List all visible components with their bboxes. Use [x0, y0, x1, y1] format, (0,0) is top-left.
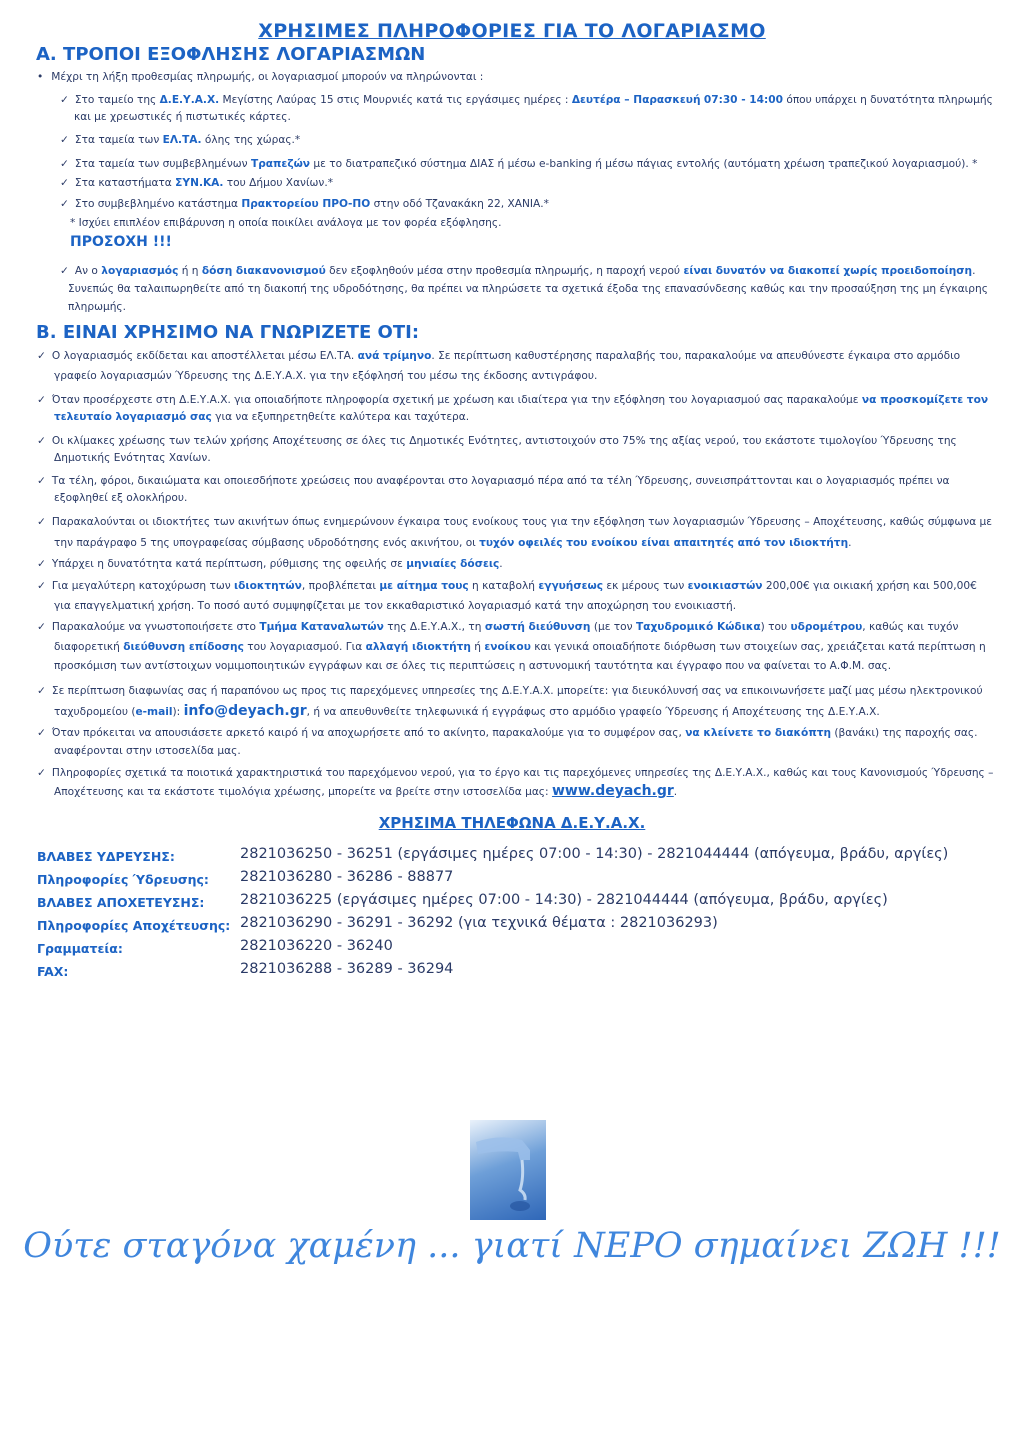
- check-icon: ✓: [37, 767, 46, 779]
- phone-value-sewer-info: 2821036290 - 36291 - 36292 (για τεχνικά θέματα : 2821036293): [240, 915, 718, 931]
- phone-label-sewer-info: Πληροφορίες Αποχέτευσης:: [37, 918, 231, 933]
- payment-item-5: ✓ Στο συμβεβλημένο κατάστημα Πρακτορείου ΠΡΟ-ΠΟ στην οδό Τζανακάκη 22, ΧΑΝΙΑ.*: [60, 198, 549, 210]
- check-icon: ✓: [37, 727, 46, 739]
- check-icon: ✓: [37, 558, 46, 570]
- phone-value-secretariat: 2821036220 - 36240: [240, 938, 393, 954]
- phone-value-water-info: 2821036280 - 36286 - 88877: [240, 869, 454, 885]
- info-item-3-line2: Δημοτικής Ενότητας Χανίων.: [54, 452, 211, 464]
- info-item-8-line2: διαφορετική διεύθυνση επίδοσης του λογαριασμού. Για αλλαγή ιδιοκτήτη ή ενοίκου και γενικά οποιαδήποτε διόρθωση των στοιχείων σας, χρειάζεται κατά περίπτωση η: [54, 641, 986, 653]
- info-item-5-line2: την παράγραφο 5 της υπογραφείσας σύμβασης υδροδότησης ενός ακινήτου, οι τυχόν οφειλές του ενοίκου είναι απαιτητές από τον ιδιοκτήτη.: [54, 537, 852, 549]
- water-tap-image: [470, 1120, 546, 1220]
- check-icon: ✓: [37, 350, 46, 362]
- check-icon: ✓: [60, 198, 69, 210]
- phone-value-water-faults: 2821036250 - 36251 (εργάσιμες ημέρες 07:00 - 14:30) - 2821044444 (απόγευμα, βράδυ, αργίες): [240, 846, 949, 862]
- phones-heading: ΧΡΗΣΙΜΑ ΤΗΛΕΦΩΝΑ Δ.Ε.Υ.Α.Χ.: [378, 814, 646, 832]
- info-item-7-line2: για επαγγελματική χρήση. Το ποσό αυτό συμψηφίζεται με τον εκκαθαριστικό λογαριασμό κατά την αποχώρηση του ενοικιαστή.: [54, 600, 737, 612]
- warning-line-1: ✓ Αν ο λογαριασμός ή η δόση διακανονισμού δεν εξοφληθούν μέσα στην προθεσμία πληρωμής, η παροχή νερού είναι δυνατόν να διακοπεί χωρίς προειδοποίηση.: [60, 265, 976, 277]
- section-a-heading: Α. ΤΡΟΠΟΙ ΕΞΟΦΛΗΣΗΣ ΛΟΓΑΡΙΑΣΜΩΝ: [36, 44, 426, 65]
- payment-item-4: ✓ Στα καταστήματα ΣΥΝ.ΚΑ. του Δήμου Χανίων.*: [60, 177, 334, 189]
- info-item-10-line2: αναφέρονται στην ιστοσελίδα μας.: [54, 745, 241, 757]
- info-item-11: ✓ Πληροφορίες σχετικά τα ποιοτικά χαρακτηριστικά του παρεχόμενου νερού, για το έργο και τις παρεχόμενες υπηρεσίες της Δ.Ε.Υ.Α.Χ., καθώς και τους Κανονισμούς Ύδρευσης –: [37, 767, 994, 779]
- check-icon: ✓: [60, 134, 69, 146]
- payment-item-1: ✓ Στο ταμείο της Δ.Ε.Υ.Α.Χ. Μεγίστης Λαύρας 15 στις Μουρνιές κατά τις εργάσιμες ημέρες : Δευτέρα – Παρασκευή 07:30 - 14:00 όπου υπάρχει η δυνατότητα πληρωμής: [60, 94, 993, 106]
- surcharge-note: * Ισχύει επιπλέον επιβάρυνση η οποία ποικίλει ανάλογα με τον φορέα εξόφλησης.: [70, 217, 502, 229]
- phone-label-fax: FAX:: [37, 964, 69, 979]
- email-link[interactable]: info@deyach.gr: [183, 703, 307, 719]
- info-item-1-line2: γραφείο λογαριασμών Ύδρευσης της Δ.Ε.Υ.Α.Χ. για την εξόφλησή του μέσω της έκδοσης αντιγράφου.: [54, 370, 598, 382]
- phone-label-water-info: Πληροφορίες Ύδρευσης:: [37, 872, 209, 887]
- website-link[interactable]: www.deyach.gr: [551, 783, 674, 799]
- warning-line-3: πληρωμής.: [68, 301, 126, 313]
- phone-label-secretariat: Γραμματεία:: [37, 941, 123, 956]
- check-icon: ✓: [37, 435, 46, 447]
- info-item-5: ✓ Παρακαλούνται οι ιδιοκτήτες των ακινήτων όπως ενημερώνουν έγκαιρα τους ενοίκους τους για την εξόφληση των λογαριασμών Ύδρευσης – Αποχέτευσης, καθώς σύμφωνα με: [37, 516, 993, 528]
- phone-label-sewer-faults: ΒΛΑΒΕΣ ΑΠΟΧΕΤΕΥΣΗΣ:: [37, 895, 205, 910]
- check-icon: ✓: [60, 177, 69, 189]
- section-a-intro: • Μέχρι τη λήξη προθεσμίας πληρωμής, οι λογαριασμοί μπορούν να πληρώνονται :: [37, 71, 484, 83]
- slogan: Ούτε σταγόνα χαμένη ... γιατί ΝΕΡΟ σημαίνει ΖΩΗ !!!: [23, 1226, 1001, 1266]
- check-icon: ✓: [37, 621, 46, 633]
- check-icon: ✓: [37, 394, 46, 406]
- attention-label: ΠΡΟΣΟΧΗ !!!: [70, 234, 172, 250]
- check-icon: ✓: [37, 685, 46, 697]
- check-icon: ✓: [37, 580, 46, 592]
- info-item-9-line2: ταχυδρομείου (e-mail): info@deyach.gr, ή να απευθυνθείτε τηλεφωνικά ή εγγράφως στο αρμόδιο γραφείο Ύδρευσης ή Αποχέτευσης της Δ.Ε.Υ.Α.Χ.: [54, 703, 880, 719]
- info-item-2-line2: τελευταίο λογαριασμό σας για να εξυπηρετηθείτε καλύτερα και ταχύτερα.: [54, 411, 470, 423]
- phone-label-water-faults: ΒΛΑΒΕΣ ΥΔΡΕΥΣΗΣ:: [37, 849, 175, 864]
- water-tap-icon: [470, 1120, 546, 1220]
- payment-item-2: ✓ Στα ταμεία των ΕΛ.ΤΑ. όλης της χώρας.*: [60, 134, 301, 146]
- warning-line-2: Συνεπώς θα ταλαιπωρηθείτε από τη διακοπή της υδροδότησης, θα πρέπει να πληρώσετε τα σχετικά έξοδα της επανασύνδεσης καθώς και την προσαύξηση της μη έγκαιρης: [68, 283, 988, 295]
- info-item-8: ✓ Παρακαλούμε να γνωστοποιήσετε στο Τμήμα Καταναλωτών της Δ.Ε.Υ.Α.Χ., τη σωστή διεύθυνση (με τον Ταχυδρομικό Κώδικα) του υδρομέτρου, καθώς και τυχόν: [37, 621, 959, 633]
- check-icon: ✓: [60, 265, 69, 277]
- phone-value-fax: 2821036288 - 36289 - 36294: [240, 961, 454, 977]
- check-icon: ✓: [60, 94, 69, 106]
- info-item-1: ✓ Ο λογαριασμός εκδίδεται και αποστέλλεται μέσω ΕΛ.ΤΑ. ανά τρίμηνο. Σε περίπτωση καθυστέρησης παραλαβής του, παρακαλούμε να απευθύνεστε έγκαιρα στο αρμόδιο: [37, 350, 961, 362]
- check-icon: ✓: [60, 158, 69, 170]
- info-item-11-line2: Αποχέτευσης και τα εκάστοτε τιμολόγια χρέωσης, μπορείτε να βρείτε στην ιστοσελίδα μας: www.deyach.gr.: [54, 783, 678, 799]
- info-item-9: ✓ Σε περίπτωση διαφωνίας σας ή παραπόνου ως προς τις παρεχόμενες υπηρεσίες της Δ.Ε.Υ.Α.Χ. μπορείτε: για διευκόλυνσή σας να επικοινωνήσετε μαζί μας μέσω ηλεκτρονικού: [37, 685, 983, 697]
- info-item-4-line2: εξοφληθεί εξ ολοκλήρου.: [54, 492, 188, 504]
- check-icon: ✓: [37, 516, 46, 528]
- section-b-heading: Β. ΕΙΝΑΙ ΧΡΗΣΙΜΟ ΝΑ ΓΝΩΡΙΖΕΤΕ ΟΤΙ:: [36, 322, 420, 343]
- payment-item-1-line2: και με χρεωστικές ή πιστωτικές κάρτες.: [74, 111, 291, 123]
- info-item-6: ✓ Υπάρχει η δυνατότητα κατά περίπτωση, ρύθμισης της οφειλής σε μηνιαίες δόσεις.: [37, 558, 503, 570]
- info-item-2: ✓ Όταν προσέρχεστε στη Δ.Ε.Υ.Α.Χ. για οποιαδήποτε πληροφορία σχετική με χρέωση και ιδιαίτερα για την εξόφληση του λογαριασμού σας παρακαλούμε να προσκομίζετε τον: [37, 394, 989, 406]
- phone-value-sewer-faults: 2821036225 (εργάσιμες ημέρες 07:00 - 14:30) - 2821044444 (απόγευμα, βράδυ, αργίες): [240, 892, 888, 908]
- info-item-4: ✓ Τα τέλη, φόροι, δικαιώματα και οποιεσδήποτε χρεώσεις που αναφέρονται στο λογαριασμό πέρα από τα τέλη Ύδρευσης, συνεισπράττονται και ο λογαριασμός πρέπει να: [37, 475, 950, 487]
- info-item-8-line3: προσκόμιση των αντίστοιχων νομιμοποιητικών εγγράφων και σε όλες τις περιπτώσεις η αστυνομική ταυτότητα και έγγραφο που να φαίνεται το Α.Φ.Μ. σας.: [54, 660, 892, 672]
- payment-item-3: ✓ Στα ταμεία των συμβεβλημένων Τραπεζών με το διατραπεζικό σύστημα ΔΙΑΣ ή μέσω e-banking ή μέσω πάγιας εντολής (αυτόματη χρέωση τραπεζικού λογαριασμού). *: [60, 158, 978, 170]
- page-title: ΧΡΗΣΙΜΕΣ ΠΛΗΡΟΦΟΡΙΕΣ ΓΙΑ ΤΟ ΛΟΓΑΡΙΑΣΜΟ: [258, 20, 766, 42]
- check-icon: ✓: [37, 475, 46, 487]
- info-item-3: ✓ Οι κλίμακες χρέωσης των τελών χρήσης Αποχέτευσης σε όλες τις Δημοτικές Ενότητες, αντιστοιχούν στο 75% της αξίας νερού, του εκάστοτε τιμολογίου Ύδρευσης της: [37, 435, 957, 447]
- info-item-7: ✓ Για μεγαλύτερη κατοχύρωση των ιδιοκτητών, προβλέπεται με αίτημα τους η καταβολή εγγυήσεως εκ μέρους των ενοικιαστών 200,00€ για οικιακή χρήση και 500,00€: [37, 580, 977, 592]
- info-item-10: ✓ Όταν πρόκειται να απουσιάσετε αρκετό καιρό ή να αποχωρήσετε από το ακίνητο, παρακαλούμε για το συμφέρον σας, να κλείνετε το διακόπτη (βανάκι) της παροχής σας.: [37, 727, 978, 739]
